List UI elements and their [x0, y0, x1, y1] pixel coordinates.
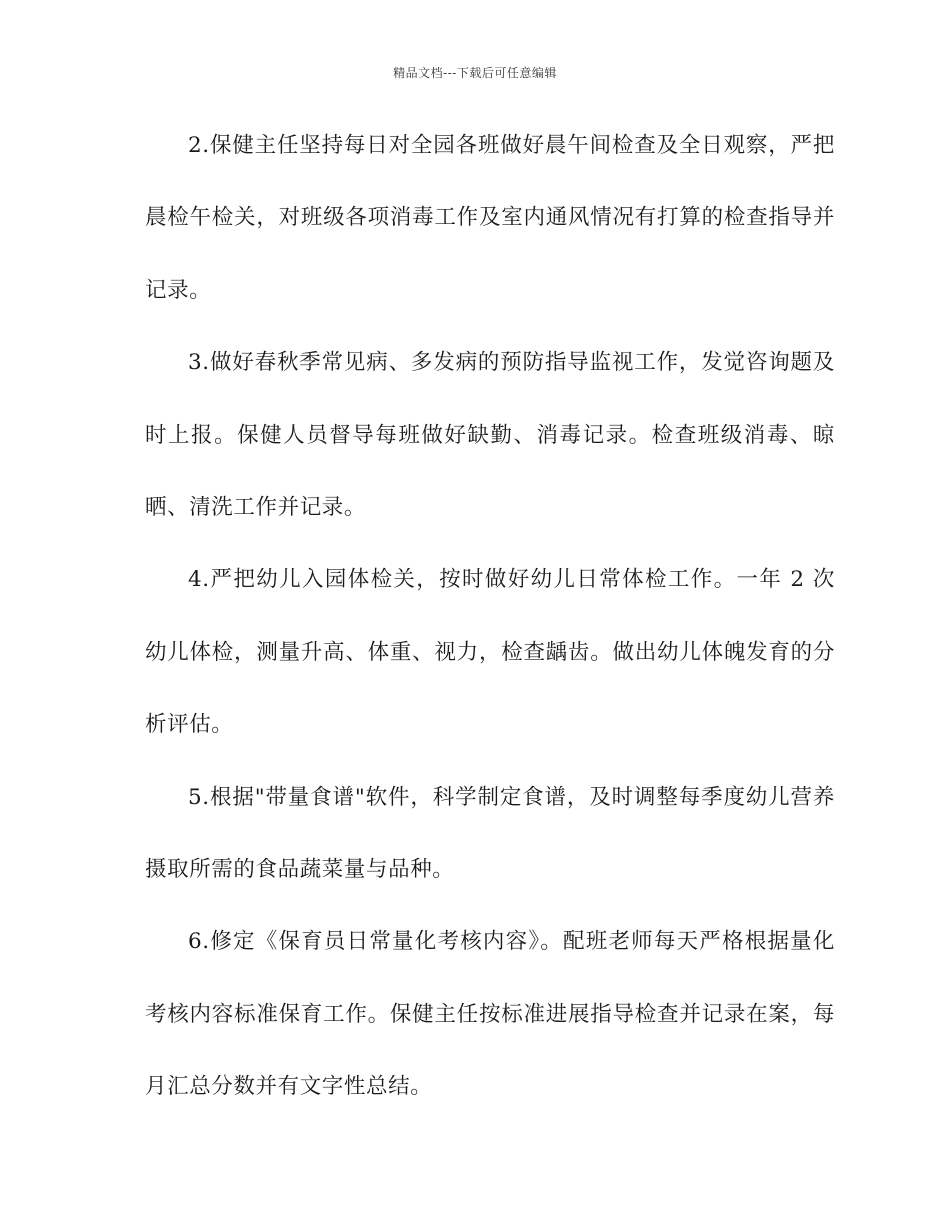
paragraph-item-2: 2.保健主任坚持每日对全园各班做好晨午间检查及全日观察，严把晨检午检关，对班级各项消毒工作及室内通风情况有打算的检查指导并记录。 [145, 133, 835, 303]
paragraph-item-4: 4.严把幼儿入园体检关，按时做好幼儿日常体检工作。一年 2 次幼儿体检，测量升高、体重、视力，检查龋齿。做出幼儿体魄发育的分析评估。 [145, 567, 835, 738]
paragraph-item-5: 5.根据"带量食谱"软件，科学制定食谱，及时调整每季度幼儿营养摄取所需的食品蔬菜量与品种。 [145, 784, 835, 883]
paragraph-item-6: 6.修定《保育员日常量化考核内容》。配班老师每天严格根据量化考核内容标准保育工作。保健主任按标准进展指导检查并记录在案，每月汇总分数并有文字性总结。 [145, 929, 835, 1100]
paragraph-item-3: 3.做好春秋季常见病、多发病的预防指导监视工作，发觉咨询题及时上报。保健人员督导每班做好缺勤、消毒记录。检查班级消毒、晾晒、清洗工作并记录。 [145, 350, 835, 521]
document-body [145, 110, 835, 1124]
page-header: 精品文档---下载后可任意编辑 [393, 66, 557, 80]
